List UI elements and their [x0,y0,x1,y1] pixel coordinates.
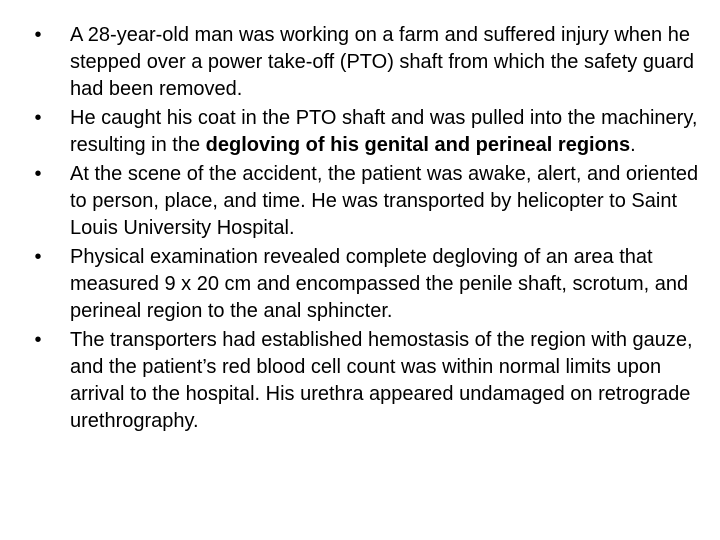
bullet-marker: • [34,329,42,351]
bullet-text: Physical examination revealed complete degloving of an area that measured 9 x 20 cm and encompassed the penile shaft, scrotum, and perineal region to the anal sphincter. [70,246,689,322]
bullet-item-examination [30,244,700,325]
bullet-marker: • [34,163,42,185]
bullet-text: A 28-year-old man was working on a farm and suffered injury when he stepped over a power take-off (PTO) shaft from which the safety guard had been removed. [70,24,695,100]
bullet-item-mechanism [30,105,700,159]
bullet-text-emphasis: degloving of his genital and perineal regions [205,134,631,156]
bullet-item-scene [30,161,700,242]
bullet-item-injury [30,22,700,103]
bullet-list [30,22,700,437]
bullet-text: He caught his coat in the PTO shaft and was pulled into the machinery, resulting in the [70,107,698,156]
bullet-marker: • [34,107,42,129]
bullet-marker: • [34,24,42,46]
bullet-item-hemostasis [30,327,700,435]
bullet-text-end: . [630,134,636,156]
bullet-text: The transporters had established hemostasis of the region with gauze, and the patient’s red blood cell count was within normal limits upon arrival to the hospital. His urethra appeared undamaged on retrograde urethrography. [70,329,693,432]
bullet-marker: • [34,246,42,268]
bullet-text: At the scene of the accident, the patient was awake, alert, and oriented to person, place, and time. He was transported by helicopter to Saint Louis University Hospital. [70,163,699,239]
